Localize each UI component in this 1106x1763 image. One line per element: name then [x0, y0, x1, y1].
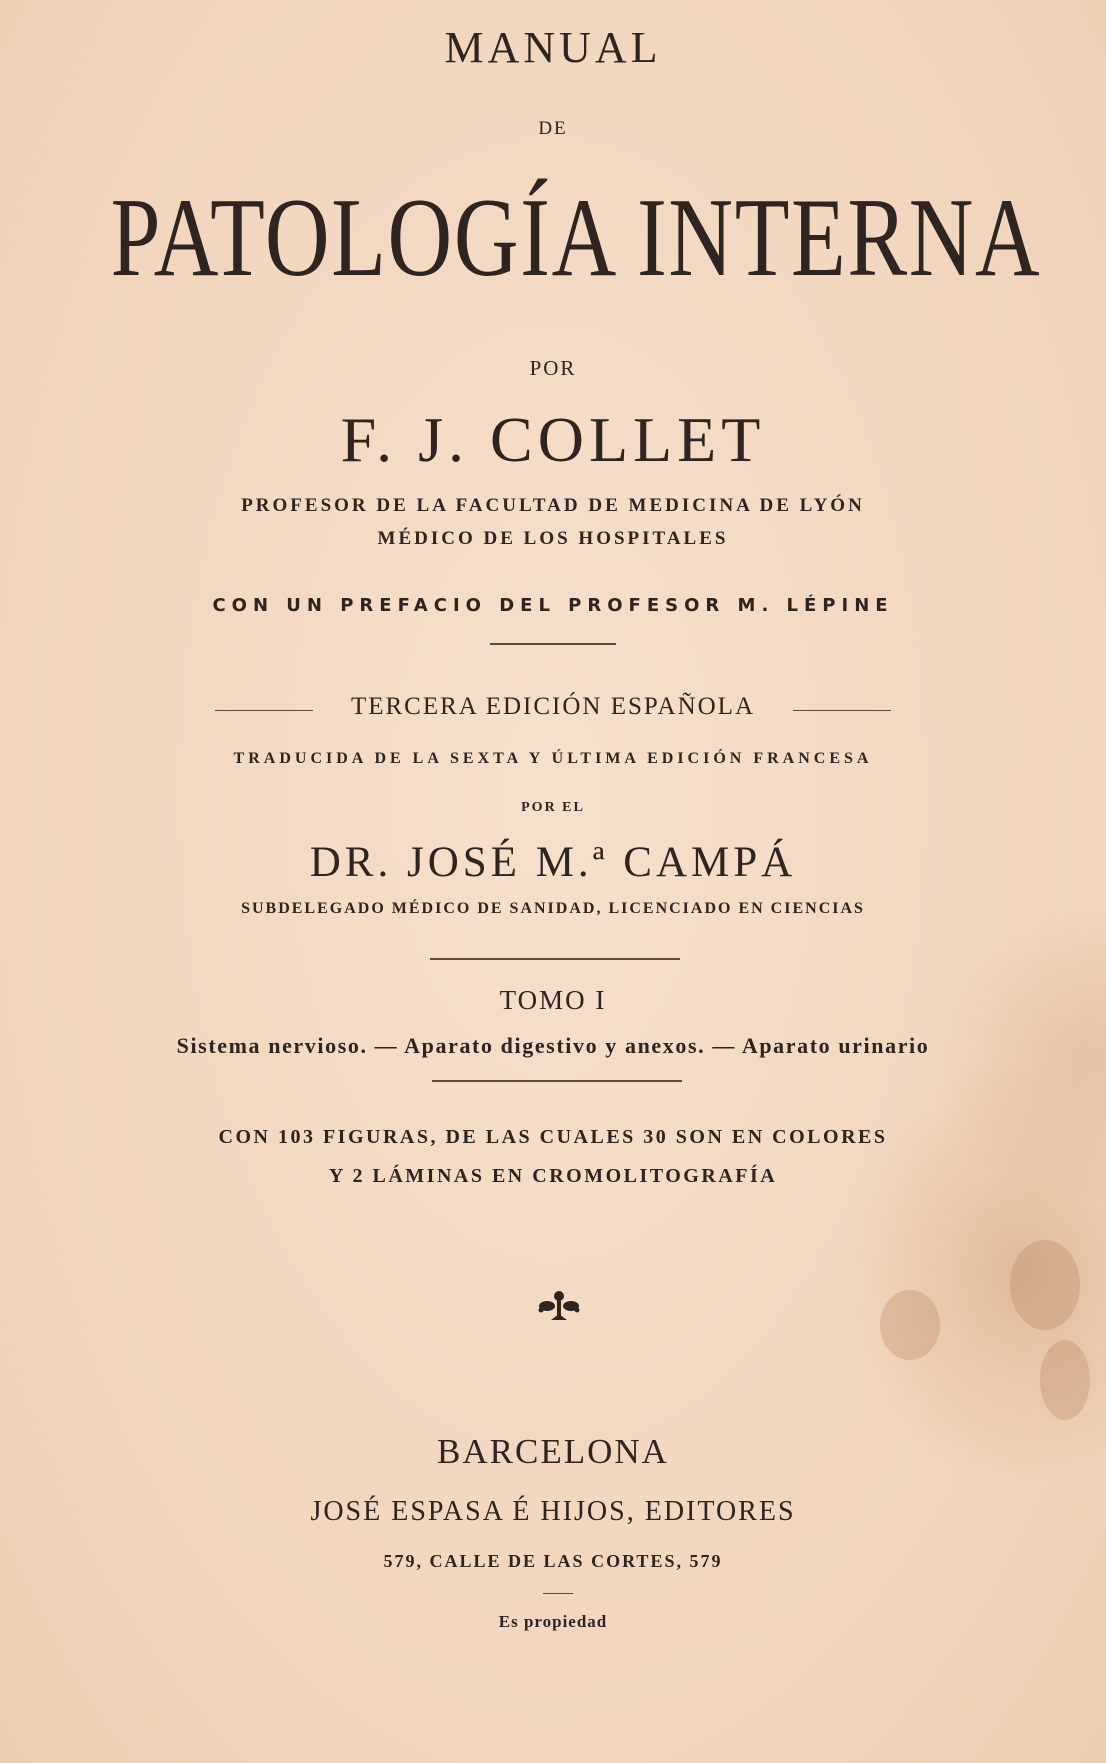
figures-note-1: CON 103 FIGURAS, DE LAS CUALES 30 SON EN COLORES — [218, 1126, 888, 1148]
author-name: F. J. COLLET — [340, 404, 766, 475]
connector-de: DE — [538, 118, 568, 139]
preface-note: CON UN PREFACIO DEL PROFESOR M. LÉPINE — [212, 595, 894, 616]
foxing-stain — [1010, 1240, 1080, 1330]
figures-note-2: Y 2 LÁMINAS EN CROMOLITOGRAFÍA — [328, 1165, 778, 1187]
volume-label: TOMO I — [499, 985, 607, 1015]
connector-por: POR — [529, 356, 577, 380]
connector-por-el: POR EL — [521, 800, 585, 815]
volume-contents: Sistema nervioso. — Aparato digestivo y anexos. — Aparato urinario — [176, 1033, 930, 1058]
divider — [490, 643, 616, 645]
publisher-name: JOSÉ ESPASA É HIJOS, EDITORES — [310, 1496, 796, 1527]
author-position-1: PROFESOR DE LA FACULTAD DE MEDICINA DE LYÓN — [241, 495, 865, 516]
publisher-address: 579, CALLE DE LAS CORTES, 579 — [383, 1551, 723, 1571]
edition-label: TERCERA EDICIÓN ESPAÑOLA — [350, 693, 756, 720]
publication-city: BARCELONA — [437, 1432, 669, 1471]
translator-position: SUBDELEGADO MÉDICO DE SANIDAD, LICENCIADO EN CIENCIAS — [241, 900, 865, 917]
foxing-stain — [1040, 1340, 1090, 1420]
divider — [432, 1080, 682, 1082]
divider — [430, 958, 680, 960]
fleuron-icon — [537, 1290, 581, 1328]
series-label: MANUAL — [444, 23, 662, 72]
translation-note: TRADUCIDA DE LA SEXTA Y ÚLTIMA EDICIÓN FRANCESA — [233, 750, 873, 767]
divider-right — [793, 710, 891, 711]
translator-name: DR. JOSÉ M.ª CAMPÁ — [309, 839, 797, 886]
divider-short — [543, 1593, 573, 1594]
book-title: PATOLOGÍA INTERNA — [110, 176, 1042, 300]
author-position-2: MÉDICO DE LOS HOSPITALES — [377, 528, 729, 549]
foxing-stain — [880, 1290, 940, 1360]
copyright-note: Es propiedad — [498, 1612, 608, 1631]
